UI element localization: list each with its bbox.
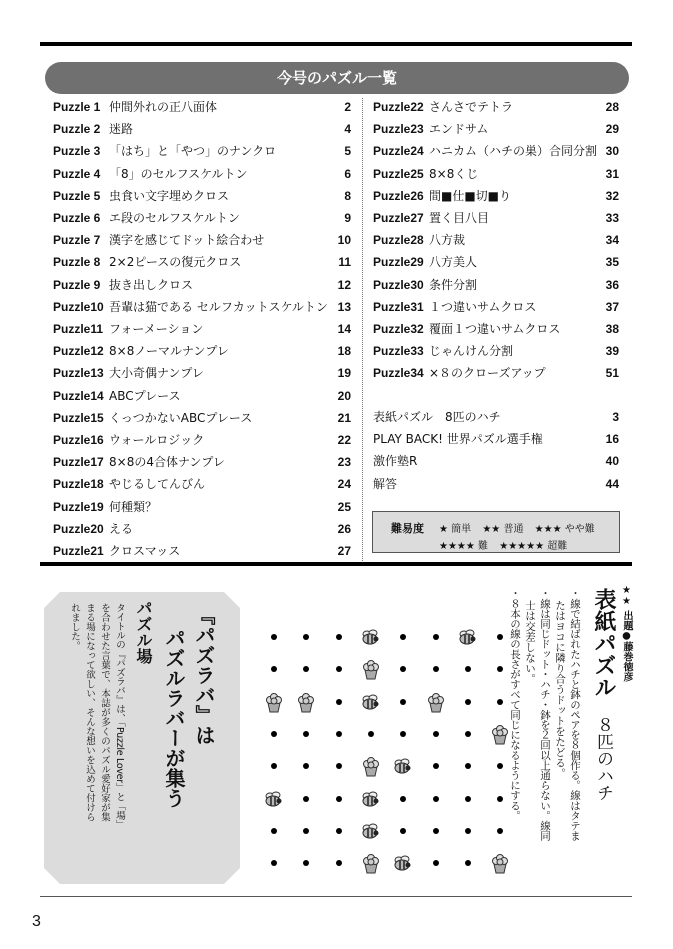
puzzle-number: Puzzle 6 [53,211,101,225]
page-ref: 20 [337,388,351,403]
toc-row [373,207,619,229]
puzzle-number: Puzzle29 [373,255,424,270]
grid-dot [465,763,471,769]
puzzle-title: 迷路 [109,122,134,137]
grid-dot [433,634,439,640]
puzzle-title: 抜き出しクロス [109,277,194,292]
puzzle-grid [262,624,488,852]
grid-dot [303,763,309,769]
puzzle-number: Puzzle19 [53,499,104,514]
beehive-icon [295,691,317,713]
puzzle-title: フォーメーション [109,322,204,336]
intro-body-2: を合わせた言葉で、本誌が多くのパズル愛好家が集 [99,603,110,822]
bee-icon [360,790,382,808]
bee-icon [392,757,414,775]
grid-dot [433,860,439,866]
puzzle-number: Puzzle25 [373,166,424,181]
grid-dot [303,828,309,834]
intro-body-4: れました。 [69,603,80,651]
bee-icon [263,790,285,808]
difficulty-5: ★★★★★ 超難 [499,541,568,552]
grid-dot [303,634,309,640]
grid-dot [336,699,342,705]
toc-row [53,140,351,162]
puzzle-number: Puzzle 9 [53,277,101,292]
page-ref: 36 [605,277,619,292]
toc-row [53,518,351,540]
puzzle-number: Puzzle 4 [53,166,101,181]
puzzle-title: 漢字を感じてドット絵合わせ [109,233,265,248]
grid-dot [303,731,309,737]
puzzle-title: ハニカム（ハチの巣）合同分割 [429,144,598,159]
puzzle-title: える [109,521,134,536]
toc-row [373,251,619,273]
puzzle-number: Puzzle 2 [53,122,101,137]
difficulty-line-2 [439,537,575,552]
intro-heading-2: パズルラバーが集う [162,628,186,808]
grid-dot [336,860,342,866]
puzzle-title: 八方裁 [429,233,466,248]
page-ref: 4 [344,122,351,137]
page-ref: 25 [337,499,351,514]
toc-row [53,274,351,296]
toc-row [53,229,351,251]
puzzle-title: 解答 [373,476,398,491]
toc-row [53,496,351,518]
toc-row [53,251,351,273]
page-ref: 5 [344,144,351,159]
toc-row [373,340,619,362]
page-ref: 27 [337,544,351,558]
bee-icon [360,822,382,840]
grid-dot [497,699,503,705]
toc-row [373,428,619,450]
toc-row [373,406,619,428]
toc-row [373,473,619,495]
grid-dot [433,731,439,737]
bottom-rule [40,896,632,897]
toc-row [53,407,351,429]
page-ref: 33 [605,211,619,225]
puzzle-title: 8×8くじ [429,166,479,181]
grid-dot [400,666,406,672]
middle-rule [40,562,632,566]
puzzle-number: Puzzle33 [373,344,424,359]
grid-dot [368,731,374,737]
grid-dot [400,634,406,640]
puzzle-title: くっつかないABCプレース [109,410,253,425]
page-ref: 21 [337,410,351,425]
puzzle-title: 2×2ピースの復元クロス [109,255,242,270]
puzzle-number: Puzzle26 [373,188,424,203]
page-ref: 28 [605,100,619,114]
page-ref: 18 [337,344,351,359]
beehive-icon [360,658,382,680]
bee-icon [360,628,382,646]
page-ref: 38 [605,322,619,336]
page-ref: 40 [605,454,619,469]
page-ref: 39 [605,344,619,359]
page-ref: 35 [605,255,619,270]
page-ref: 30 [605,144,619,159]
puzzle-title: 間■仕■切■り [429,188,512,203]
puzzle-number: Puzzle31 [373,299,424,314]
grid-dot [336,828,342,834]
grid-dot [433,666,439,672]
puzzle-number: Puzzle 3 [53,144,101,159]
grid-dot [271,666,277,672]
puzzle-title: やじるしてんびん [109,477,206,492]
grid-dot [336,796,342,802]
beehive-icon [489,852,511,874]
puzzle-title: 覆面１つ違いサムクロス [429,322,561,336]
difficulty-1: ★ 簡単 [439,524,472,535]
grid-dot [465,860,471,866]
bee-icon [392,854,414,872]
puzzle-number: Puzzle32 [373,322,424,336]
toc-divider [362,98,363,563]
intro-heading-1: 『パズラバ』は [192,605,216,745]
toc-row [373,274,619,296]
puzzle-number: Puzzle13 [53,366,104,381]
grid-dot [497,666,503,672]
difficulty-legend [372,511,620,553]
grid-dot [433,763,439,769]
grid-dot [303,666,309,672]
toc-row [53,451,351,473]
toc-row [53,429,351,451]
page-ref: 16 [605,432,619,447]
puzzle-title: 置く目八目 [429,211,490,225]
beehive-icon [425,691,447,713]
puzzle-number: Puzzle23 [373,122,424,137]
page-title: 今号のパズル一覧 [45,62,629,94]
puzzle-number: Puzzle 5 [53,188,101,203]
toc-row [53,207,351,229]
difficulty-4: ★★★★ 難 [439,541,489,552]
puzzle-title: １つ違いサムクロス [429,299,537,314]
page-ref: 10 [337,233,351,248]
grid-dot [433,796,439,802]
puzzle-title: 「8」のセルフスケルトン [109,166,248,181]
difficulty-2: ★★ 普通 [482,524,524,535]
toc-row [53,340,351,362]
toc-row [373,140,619,162]
page-ref: 8 [344,188,351,203]
puzzle-title: エンドサム [429,122,489,137]
toc-row [53,318,351,340]
beehive-icon [263,691,285,713]
puzzle-title: 8×8の4合体ナンプレ [109,455,225,470]
grid-dot [271,731,277,737]
puzzle-number: Puzzle17 [53,455,104,470]
toc-row [53,385,351,407]
grid-dot [497,763,503,769]
grid-dot [400,731,406,737]
cover-rule-2: たはヨコに隣り合うドットをたどる。 [554,600,566,779]
puzzle-title: ウォールロジック [109,433,205,447]
puzzle-number: Puzzle14 [53,388,104,403]
cover-subtitle: ８匹のハチ [593,716,613,801]
puzzle-number: Puzzle10 [53,299,104,314]
puzzle-title: 吾輩は猫である セルフカットスケルトン [109,299,328,314]
difficulty-label: 難易度 [391,522,424,535]
puzzle-number: Puzzle 7 [53,233,101,248]
cover-rule-5: ・８本の線の長さがすべて同じになるようにする。 [509,588,521,821]
toc-row [53,473,351,495]
cover-meta: ★★ 出題●藤巻徳彦 [621,585,632,682]
grid-dot [336,731,342,737]
puzzle-title: さんさでテトラ [429,100,514,114]
grid-dot [271,763,277,769]
grid-dot [271,828,277,834]
grid-dot [400,796,406,802]
puzzle-number: Puzzle27 [373,211,424,225]
grid-dot [303,796,309,802]
page-ref: 12 [337,277,351,292]
beehive-icon [360,852,382,874]
puzzle-number: Puzzle12 [53,344,104,359]
page-ref: 29 [605,122,619,137]
puzzle-title: 仲間外れの正八面体 [109,100,218,114]
puzzle-number: Puzzle28 [373,233,424,248]
puzzle-title: 大小奇偶ナンプレ [109,366,204,381]
cover-title: 表紙パズル [591,588,616,698]
page-ref: 31 [605,166,619,181]
toc-row [373,185,619,207]
difficulty-line-1 [439,520,603,535]
puzzle-number: Puzzle22 [373,100,424,114]
page-ref: 51 [605,366,619,381]
page-ref: 44 [605,476,619,491]
puzzle-number: Puzzle 1 [53,100,101,114]
toc-row [373,118,619,140]
page-ref: 3 [612,410,619,424]
page-ref: 14 [337,322,351,336]
puzzle-title: 条件分割 [429,277,478,292]
page-ref: 34 [605,233,619,248]
puzzle-title: ABCプレース [109,388,181,403]
toc-row [373,96,619,118]
top-rule [40,42,632,46]
grid-dot [465,828,471,834]
toc-row [53,296,351,318]
puzzle-title: 激作塾R [373,454,418,469]
difficulty-3: ★★★ やや難 [534,524,595,535]
intro-body-3: まる場になって欲しい、そんな想いを込めて付けら [84,603,95,822]
grid-dot [400,828,406,834]
grid-dot [271,634,277,640]
page-ref: 26 [337,521,351,536]
grid-dot [336,666,342,672]
grid-dot [271,860,277,866]
toc-row [373,229,619,251]
puzzle-title: エ段のセルフスケルトン [109,211,240,225]
page-ref: 24 [337,477,351,492]
page-ref: 13 [337,299,351,314]
grid-dot [497,828,503,834]
puzzle-number: Puzzle30 [373,277,424,292]
page-ref: 19 [337,366,351,381]
puzzle-number: Puzzle16 [53,433,104,447]
grid-dot [497,796,503,802]
page-ref: 23 [337,455,351,470]
toc-row [373,163,619,185]
toc-row [373,296,619,318]
puzzle-title: 虫食い文字埋めクロス [109,188,230,203]
puzzle-title: 何種類？ [109,499,158,514]
page-ref: 37 [605,299,619,314]
puzzle-title: 八方美人 [429,255,478,270]
grid-dot [336,634,342,640]
bee-icon [457,628,479,646]
toc-row [53,163,351,185]
puzzle-title: 表紙パズル 8匹のハチ [373,410,501,424]
intro-heading-3: パズル場 [134,600,153,664]
toc-row [53,96,351,118]
page-number: 3 [32,913,41,930]
cover-rule-3: ・線は同じドット・ハチ・鉢を２回以上通らない。線同 [539,588,551,841]
puzzle-number: Puzzle21 [53,544,104,558]
page-ref: 22 [337,433,351,447]
puzzle-number: Puzzle34 [373,366,424,381]
grid-dot [303,860,309,866]
puzzle-title: ×８のクローズアップ [429,366,546,381]
cover-rule-1: ・線で結ばれたハチと鉢のペアを８個作る。線はタテま [569,588,581,841]
toc-row [53,185,351,207]
beehive-icon [360,755,382,777]
grid-dot [336,763,342,769]
page-ref: 9 [344,211,351,225]
puzzle-number: Puzzle 8 [53,255,101,270]
grid-dot [465,796,471,802]
toc-row [373,362,619,384]
toc-row [53,118,351,140]
toc-row [53,540,351,562]
page-ref: 11 [338,255,351,270]
puzzle-number: Puzzle18 [53,477,104,492]
page-ref: 2 [344,100,351,114]
grid-dot [433,828,439,834]
puzzle-number: Puzzle11 [53,322,104,336]
toc-row [373,318,619,340]
puzzle-title: PLAY BACK! 世界パズル選手権 [373,432,543,447]
puzzle-number: Puzzle20 [53,521,104,536]
bee-icon [360,693,382,711]
puzzle-number: Puzzle24 [373,144,424,159]
page-ref: 6 [344,166,351,181]
page-ref: 32 [605,188,619,203]
grid-dot [465,666,471,672]
grid-dot [465,731,471,737]
grid-dot [497,634,503,640]
puzzle-title: 「はち」と「やつ」のナンクロ [109,144,277,159]
toc-row [53,362,351,384]
toc-row [373,450,619,472]
puzzle-title: クロスマッス [109,544,181,558]
grid-dot [400,699,406,705]
puzzle-title: 8×8ノーマルナンプレ [109,344,229,359]
cover-rule-4: 士は交差しない。 [524,600,536,684]
puzzle-title: じゃんけん分割 [429,344,514,359]
puzzle-number: Puzzle15 [53,410,104,425]
intro-body-1: タイトルの『パズラバ』は、「Puzzle Lover」と「場」 [114,603,125,829]
grid-dot [465,699,471,705]
